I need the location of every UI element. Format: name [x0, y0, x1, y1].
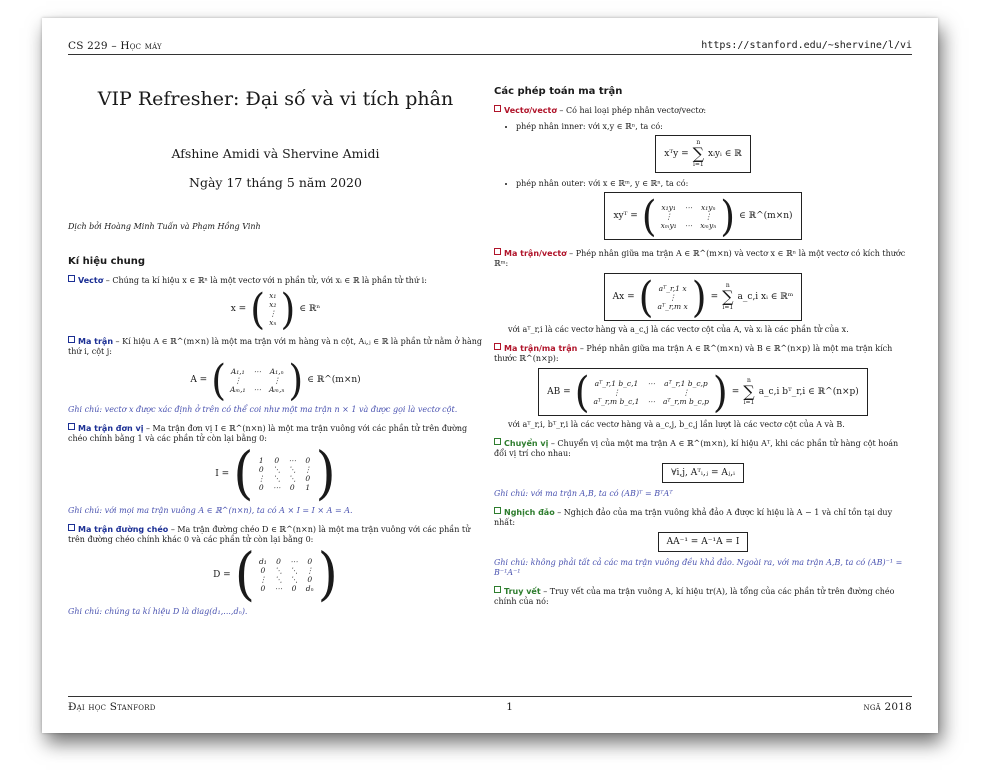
- matrix-cell: ⋮: [668, 292, 677, 302]
- matrix-row: [255, 575, 318, 584]
- matrix-cell: 0: [258, 465, 264, 474]
- matrix-cell: ⋯: [647, 378, 655, 388]
- note-inverse: Ghi chú: không phải tất cả các ma trận vuông đều khả đảo. Ngoài ra, với ma trận A,B, ta có (AB)⁻¹ = B⁻¹A⁻¹: [494, 558, 903, 577]
- diagonal-def: Ma trận đường chéo – Ma trận đường chéo D ∈ ℝ^(n×n) là một ma trận vuông với các phần tử trên đường chéo chính khác 0 và các phần tử còn lại bằng 0:: [68, 525, 471, 544]
- matrix-cell: 0: [258, 483, 264, 492]
- matrix-cell: 0: [305, 474, 311, 483]
- matrix-cell: x₁yₙ: [700, 202, 716, 212]
- matrix-cell: A₁,₁: [230, 366, 245, 376]
- matrix-row: [590, 379, 713, 388]
- vector-vector-def: Vectơ/vectơ – Có hai loại phép nhân vectơ/vectơ:: [494, 105, 912, 116]
- matrix-row: [253, 483, 315, 492]
- footer-rule: [68, 696, 912, 697]
- section-heading-notation: Kí hiệu chung: [68, 256, 146, 267]
- matrix-cell: xₘyₙ: [700, 220, 717, 230]
- matrix-cell: ⋮: [269, 309, 277, 318]
- square-bullet-icon: [68, 336, 75, 343]
- matrix-cell: x₁: [269, 291, 277, 300]
- matrix-cell: 0: [289, 483, 295, 492]
- matrix-row: [265, 291, 281, 300]
- matrix-cell: x₁y₁: [661, 202, 676, 212]
- matrix-cell: ⋱: [290, 575, 298, 584]
- matrix-def: Ma trận – Kí hiệu A ∈ ℝ^(m×n) là một ma trận với m hàng và n cột, Aᵢ,ⱼ ∈ ℝ là phần tử nằm ở hàng thứ i, cột j:: [68, 337, 483, 356]
- identity-equation: I = ( 1 0 ⋯ 0 0 ⋱ ⋱ ⋮ ⋮ ⋱ ⋱ 0 0 ⋯ 0 1 ): [215, 441, 336, 507]
- matrix-cell: aᵀ_r,m x: [657, 301, 688, 311]
- matrix-cell: 0: [276, 557, 281, 566]
- note-column-vector: Ghi chú: vectơ x được xác định ở trên có thể coi như một ma trận n × 1 và được gọi là vectơ cột.: [68, 405, 458, 414]
- matrix-cell: ⋱: [272, 474, 281, 483]
- vector-x-matrix: [265, 291, 281, 327]
- matrix-cell: ⋯: [253, 384, 261, 394]
- matrix-matrix-explain: với aᵀ_r,i, bᵀ_r,i là các vectơ hàng và a_c,j, b_c,j lần lượt là các vectơ cột của A và B.: [508, 420, 845, 429]
- note-transpose: Ghi chú: với ma trận A,B, ta có (AB)ᵀ = BᵀAᵀ: [494, 489, 673, 498]
- matrix-row: [265, 309, 281, 318]
- matrix-cell: ⋮: [682, 387, 690, 397]
- transpose-def: Chuyển vị – Chuyển vị của một ma trận A ∈ ℝ^(m×n), kí hiệu Aᵀ, khi các phần tử hàng cột hoán đổi vị trí cho nhau:: [494, 439, 899, 458]
- matrix-row: [253, 465, 315, 474]
- sum-symbol-icon: ∑: [692, 144, 705, 163]
- matrix-cell: ⋯: [274, 584, 283, 593]
- matrix-cell: A₁,ₙ: [269, 366, 284, 376]
- footer-university: Đại học Stanford: [68, 701, 156, 713]
- matrix-vector-def: Ma trận/vectơ – Phép nhân giữa ma trận A ∈ ℝ^(m×n) và vectơ x ∈ ℝⁿ là một vectơ có kích thước ℝᵐ:: [494, 249, 906, 268]
- trace-def: Truy vết – Truy vết của ma trận vuông A, kí hiệu tr(A), là tổng của các phần tử trên đường chéo chính của nó:: [494, 587, 895, 606]
- matrix-cell: aᵀ_r,1 b_c,1: [594, 378, 639, 388]
- matrix-row: [653, 302, 691, 311]
- doc-date: Ngày 17 tháng 5 năm 2020: [189, 175, 362, 190]
- matrix-cell: 1: [258, 456, 264, 465]
- matrix-equation: A = ( A₁,₁ ⋯ A₁,ₙ ⋮ ⋮ Aₘ,₁ ⋯ Aₘ,ₙ ) ∈ ℝ^(m×n): [190, 355, 361, 405]
- translators: Dịch bởi Hoàng Minh Tuấn và Phạm Hồng Vinh: [68, 222, 261, 231]
- matrix-row: [657, 221, 721, 230]
- matrix-cell: ⋮: [272, 375, 281, 385]
- matrix-cell: ⋱: [290, 566, 298, 575]
- matrix-row: [657, 212, 721, 221]
- matrix-cell: ⋱: [288, 474, 296, 483]
- matrix-row: [226, 385, 288, 394]
- note-diagonal: Ghi chú: chúng ta kí hiệu D là diag(d₁,...,dₙ).: [68, 607, 248, 616]
- matrix-cell: ⋱: [274, 566, 283, 575]
- matrix-row: [253, 456, 315, 465]
- matrix-row: [255, 557, 318, 566]
- page-number: 1: [506, 701, 513, 713]
- matrix-cell: ⋱: [288, 465, 296, 474]
- inverse-def: Nghịch đảo – Nghịch đảo của ma trận vuông khả đảo A được kí hiệu là A − 1 và chỉ tồn tại duy nhất:: [494, 508, 893, 527]
- matrix-row: [255, 566, 318, 575]
- vector-equation: x = ( x₁ x₂ ⋮ xₙ ) ∈ ℝⁿ: [230, 284, 321, 334]
- matrix-cell: ⋮: [305, 566, 314, 575]
- matrix-cell: aᵀ_r,1 x: [658, 283, 687, 293]
- diagonal-matrix: [255, 557, 318, 593]
- matrix-cell: aᵀ_r,m b_c,1: [593, 396, 640, 406]
- matrix-cell: Aₘ,₁: [230, 384, 246, 394]
- matrix-cell: [643, 388, 659, 397]
- matrix-cell: 0: [307, 575, 313, 584]
- inverse-equation: AA⁻¹ = A⁻¹A = I: [494, 532, 912, 552]
- matrix-cell: 0: [307, 557, 313, 566]
- right-column: [494, 78, 912, 607]
- note-identity: Ghi chú: với mọi ma trận vuông A ∈ ℝ^(n×n), ta có A × I = I × A = A.: [68, 506, 353, 515]
- matrix-cell: ⋮: [612, 387, 621, 397]
- left-column: [68, 78, 483, 617]
- matrix-vector-equation: Ax = ( aᵀ_r,1 x ⋮ aᵀ_r,m x ) = n ∑ i=1 a_c,i xᵢ ∈ ℝᵐ: [494, 273, 912, 321]
- matrix-row: [255, 584, 318, 593]
- product-types-list: [494, 122, 912, 131]
- square-bullet-icon: [68, 524, 75, 531]
- diagonal-equation: D = ( d₁ 0 ⋯ 0 0 ⋱ ⋱ ⋮ ⋮ ⋱ ⋱ 0 0 ⋯ 0 dₙ ): [213, 542, 338, 608]
- matrix-cell: [681, 212, 697, 221]
- matrix-matrix-equation: AB = ( aᵀ_r,1 b_c,1 ⋯ aᵀ_r,1 b_c,p ⋮ ⋮ aᵀ_r,m b_c,1 ⋯ aᵀ_r,m b_c,p ) = n ∑ i=1 a_c,i bᵀ_r,i ∈ ℝ^(n×p): [494, 368, 912, 416]
- matrix-a: [226, 367, 288, 394]
- vector-def: Vectơ – Chúng ta kí hiệu x ∈ ℝⁿ là một vectơ với n phần tử, với xᵢ ∈ ℝ là phần tử thứ i:: [68, 275, 483, 286]
- square-bullet-icon: [494, 343, 501, 350]
- matrix-cell: 0: [291, 584, 297, 593]
- matrix-cell: ⋯: [272, 483, 281, 492]
- matrix-cell: aᵀ_r,1 b_c,p: [664, 378, 708, 388]
- matrix-cell: ⋮: [664, 211, 673, 221]
- sum-symbol-icon: ∑: [722, 287, 734, 306]
- matrix-cell: 1: [305, 483, 311, 492]
- matrix-cell: 0: [260, 584, 266, 593]
- matrix-cell: 0: [305, 456, 311, 465]
- footer-date: ngã 2018: [863, 701, 912, 713]
- square-bullet-icon: [494, 248, 501, 255]
- square-bullet-icon: [494, 438, 501, 445]
- doc-title: VIP Refresher: Đại số và vi tích phân: [97, 88, 454, 110]
- matrix-cell: ⋯: [684, 202, 693, 212]
- matrix-row: [226, 367, 288, 376]
- matrix-vector-explain: với aᵀ_r,i là các vectơ hàng và a_c,j là các vectơ cột của A, và xᵢ là các phần tử của x.: [508, 325, 849, 334]
- matrix-cell: ⋯: [253, 366, 261, 376]
- matrix-row: [653, 284, 691, 293]
- matrix-cell: Aₘ,ₙ: [268, 384, 285, 394]
- matrix-cell: [249, 376, 265, 385]
- inner-product-equation: xᵀy = n ∑ i=1 xᵢyᵢ ∈ ℝ: [494, 135, 912, 173]
- square-bullet-icon: [494, 105, 501, 112]
- matrix-row: [590, 397, 713, 406]
- outer-product-equation: xyᵀ = ( x₁y₁ ⋯ x₁yₙ ⋮ ⋮ xₘy₁ ⋯ xₘyₙ ) ∈ ℝ^(m×n): [494, 192, 912, 240]
- list-item-inner: • phép nhân inner: với x,y ∈ ℝⁿ, ta có:: [516, 122, 912, 131]
- outer-product-matrix: [657, 203, 721, 230]
- ax-matrix: [653, 284, 691, 311]
- square-bullet-icon: [68, 275, 75, 282]
- matrix-row: [265, 300, 281, 309]
- matrix-cell: ⋱: [274, 575, 283, 584]
- doc-authors: Afshine Amidi và Shervine Amidi: [171, 146, 380, 161]
- header-course: CS 229 – Học máy: [68, 40, 162, 52]
- matrix-row: [590, 388, 713, 397]
- matrix-cell: ⋯: [288, 456, 296, 465]
- matrix-row: [253, 474, 315, 483]
- matrix-cell: 0: [260, 566, 266, 575]
- matrix-cell: ⋮: [303, 465, 312, 474]
- section-heading-operations: Các phép toán ma trận: [494, 86, 623, 97]
- square-bullet-icon: [68, 423, 75, 430]
- ab-matrix: [590, 379, 713, 406]
- header-rule: [68, 54, 912, 55]
- page-header: [68, 40, 912, 52]
- document-page: [42, 18, 938, 733]
- matrix-matrix-def: Ma trận/ma trận – Phép nhân giữa ma trận A ∈ ℝ^(m×n) và B ∈ ℝ^(n×p) là một ma trận kích thước ℝ^(n×p):: [494, 344, 893, 363]
- matrix-cell: ⋮: [234, 375, 242, 385]
- page-footer: [68, 701, 912, 713]
- matrix-cell: ⋮: [704, 211, 712, 221]
- matrix-row: [226, 376, 288, 385]
- matrix-cell: 0: [274, 456, 280, 465]
- matrix-cell: xₙ: [269, 318, 277, 327]
- matrix-row: [657, 203, 721, 212]
- identity-def: Ma trận đơn vị – Ma trận đơn vị I ∈ ℝ^(n×n) là một ma trận vuông với các phần tử trên đường chéo chính bằng 1 và các phần tử còn lại bằng 0:: [68, 424, 468, 443]
- square-bullet-icon: [494, 507, 501, 514]
- square-bullet-icon: [494, 586, 501, 593]
- matrix-cell: x₂: [269, 300, 277, 309]
- transpose-equation: ∀i,j, Aᵀᵢ,ⱼ = Aⱼ,ᵢ: [494, 463, 912, 483]
- sum-symbol-icon: ∑: [743, 382, 755, 401]
- header-url[interactable]: https://stanford.edu/~shervine/l/vi: [701, 40, 912, 51]
- matrix-cell: ⋮: [257, 474, 265, 483]
- matrix-row: [653, 293, 691, 302]
- matrix-cell: xₘy₁: [660, 220, 677, 230]
- matrix-cell: ⋯: [684, 220, 693, 230]
- matrix-cell: aᵀ_r,m b_c,p: [662, 396, 709, 406]
- list-item-outer: • phép nhân outer: với x ∈ ℝᵐ, y ∈ ℝⁿ, ta có:: [516, 179, 912, 188]
- matrix-cell: d₁: [258, 557, 267, 566]
- matrix-cell: ⋯: [290, 557, 298, 566]
- matrix-row: [265, 318, 281, 327]
- matrix-cell: ⋮: [259, 575, 267, 584]
- identity-matrix: [253, 456, 315, 492]
- matrix-cell: ⋯: [647, 396, 655, 406]
- matrix-cell: ⋱: [272, 465, 281, 474]
- matrix-cell: dₙ: [305, 584, 314, 593]
